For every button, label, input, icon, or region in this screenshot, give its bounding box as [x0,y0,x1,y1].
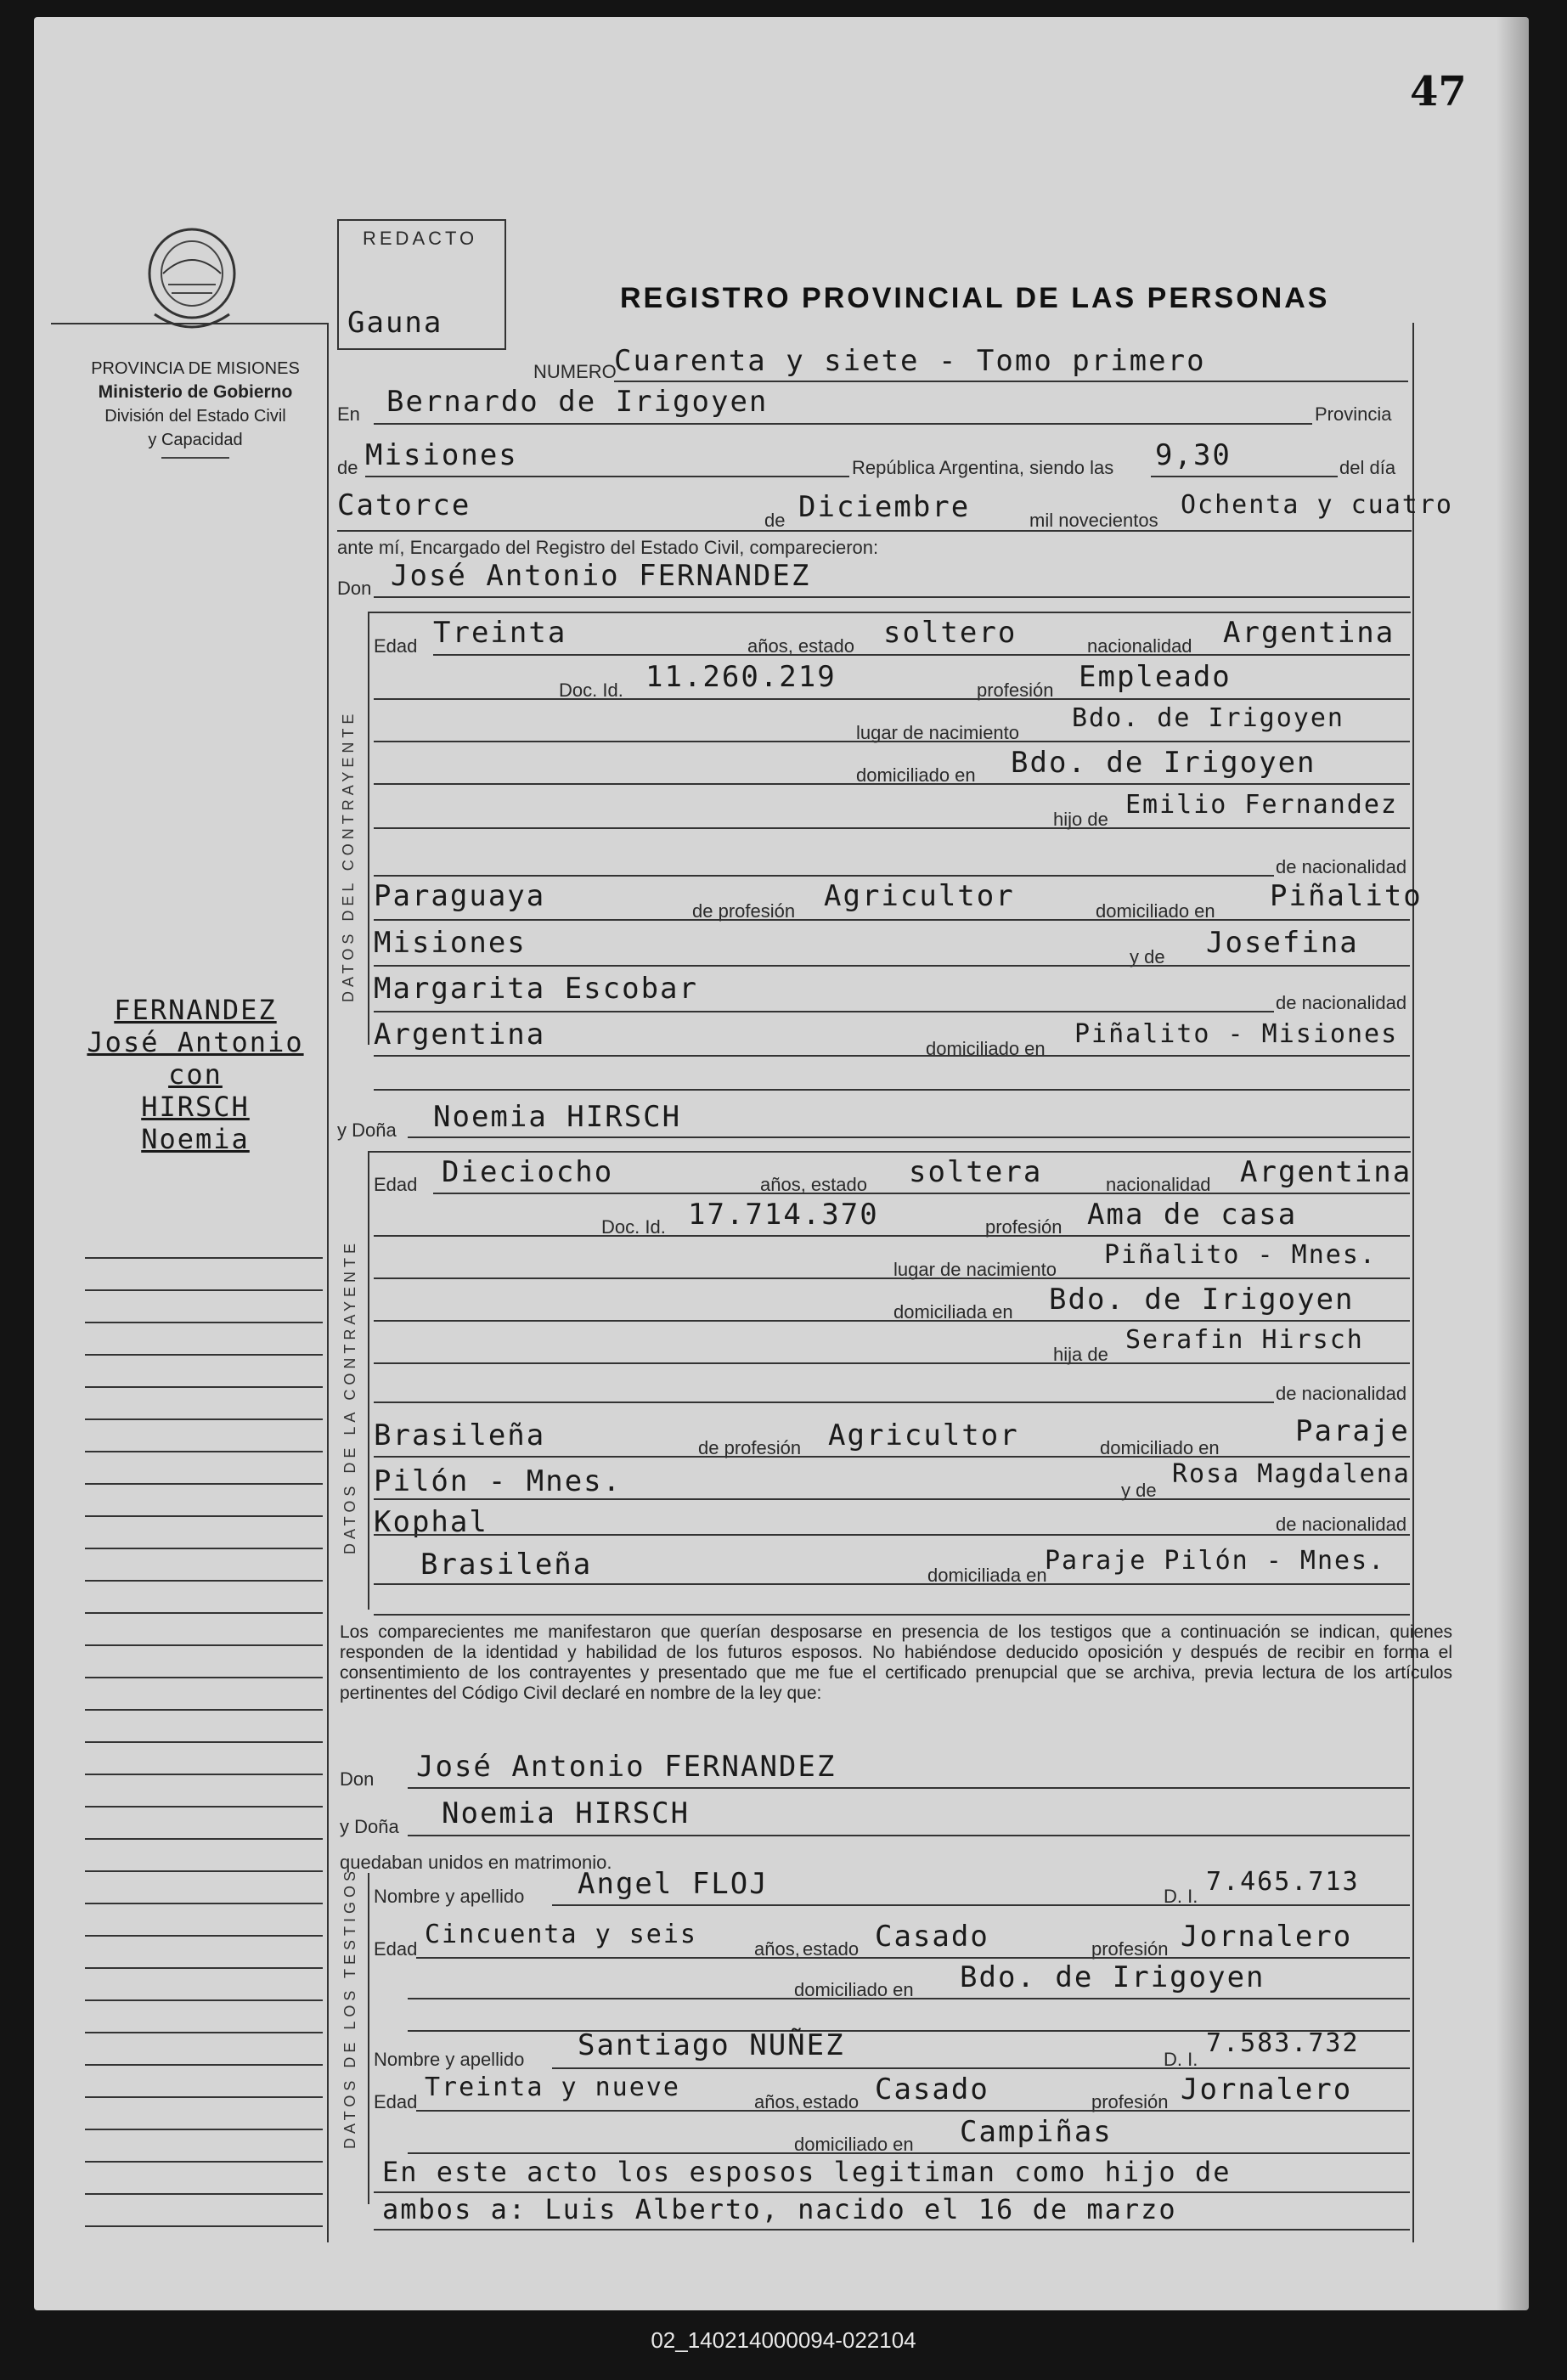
madre-f-value: Rosa Magdalena [1172,1459,1411,1489]
profesion-f-label: profesión [985,1216,1063,1238]
rule [374,1277,1410,1279]
margin-ruled-line [85,1451,323,1452]
numero-label: NUMERO [533,361,617,382]
mil-novecientos-label: mil novecientos [1029,510,1158,531]
domicilio-label: domiciliado en [856,764,976,786]
rule [374,875,1274,877]
y-dona-2-label: y Doña [340,1816,399,1837]
edad-label: Edad [374,635,418,657]
padre-f-dom2-value: Pilón - Mnes. [374,1464,623,1498]
box-rule [368,1873,369,2204]
margin-ruled-line [85,1999,323,2001]
margin-ruled-line [85,1741,323,1743]
rule [408,1835,1410,1836]
rule [374,1401,1274,1403]
margin-ruled-line [85,1935,323,1937]
anio-value: Ochenta y cuatro [1181,490,1453,520]
anios-t2-label: años, [754,2091,800,2112]
domiciliado-f-label: domiciliado en [1100,1437,1220,1458]
rule [374,596,1410,598]
mes-value: Diciembre [798,490,971,524]
divider [161,457,229,459]
lugar-nac-f-label: lugar de nacimiento [893,1259,1057,1280]
rule [374,1089,1410,1091]
doc-f-label: Doc. Id. [601,1216,666,1238]
rule [374,1456,1410,1458]
madre-dom-value: Piñalito - Misiones [1074,1019,1399,1049]
nacionalidad-f-value: Argentina [1240,1155,1412,1189]
testigo1-nombre: Angel FLOJ [578,1867,769,1901]
testigo1-profesion: Jornalero [1181,1920,1353,1954]
de-nacionalidad-f-label-2: de nacionalidad [1276,1514,1407,1535]
estado-f-value: soltera [909,1155,1043,1189]
datos-contrayente-label: DATOS DEL CONTRAYENTE [340,709,357,1002]
rule [374,741,1410,742]
provincia-value: Misiones [365,438,518,472]
contrayente-f-nombre: Noemia HIRSCH [433,1100,682,1134]
margin-line-2: José Antonio [87,1026,304,1058]
rule [1151,476,1338,477]
image-filename-caption: 02_140214000094-022104 [651,2327,916,2353]
margin-line-3: con [168,1058,223,1091]
de-nacionalidad-label: de nacionalidad [1276,856,1407,877]
margin-ruled-line [85,1677,323,1678]
rule [408,1787,1410,1789]
margin-line-1: FERNANDEZ [114,994,277,1026]
estado-value: soltero [883,616,1017,650]
contrayente-nombre: José Antonio FERNANDEZ [391,559,811,593]
rule [374,1614,1410,1616]
datos-contrayente-f-label: DATOS DE LA CONTRAYENTE [341,1238,358,1554]
padre-f-prof-value: Agricultor [828,1418,1019,1452]
hija-de-label: hija de [1053,1344,1108,1365]
rule [374,1055,1410,1057]
profesion-f-value: Ama de casa [1087,1198,1298,1232]
rule [433,654,1410,656]
rule [614,381,1408,382]
margin-rule [327,323,329,2242]
y-dona-label: y Doña [337,1120,397,1141]
profesion-value: Empleado [1079,660,1232,694]
padre-prof-value: Agricultor [824,879,1015,913]
padre-nac-value: Paraguaya [374,879,546,913]
di-t2-label: D. I. [1164,2049,1198,2070]
rule [374,423,1312,425]
testigo2-nombre: Santiago NUÑEZ [578,2028,845,2062]
margin-line-4: HIRSCH [141,1091,250,1123]
margin-ruled-line [85,1838,323,1840]
margin-ruled-line [85,1418,323,1420]
anios-estado-f-label: años, estado [760,1174,867,1195]
margin-line-5: Noemia [141,1123,250,1155]
estado-t1-label: estado [803,1938,860,1960]
madre-nac-value: Argentina [374,1018,546,1052]
padre-dom2-value: Misiones [374,926,527,960]
de-mes-label: de [764,510,786,531]
rule [374,827,1410,829]
provincial-seal-icon [138,221,246,340]
testigo2-edad: Treinta y nueve [425,2073,680,2102]
rule [374,1235,1410,1237]
margin-ruled-line [85,1580,323,1582]
nombre-t1-label: Nombre y apellido [374,1886,525,1907]
madre2-value: Margarita Escobar [374,972,698,1006]
margin-ruled-line [85,1548,323,1549]
republica-label: República Argentina, siendo las [852,457,1114,478]
rule [374,1534,1410,1536]
madre-f-dom-value: Paraje Pilón - Mnes. [1045,1546,1386,1576]
doc-f-value: 17.714.370 [688,1198,879,1232]
madre-f2-value: Kophal [374,1505,488,1539]
provincia-label: Provincia [1315,403,1392,425]
margin-ruled-line [85,1644,323,1646]
margin-ruled-line [85,1289,323,1291]
rule [408,1998,1410,1999]
margin-top-rule [51,323,327,324]
padre-f-value: Serafin Hirsch [1125,1325,1364,1355]
testigo2-domicilio: Campiñas [960,2115,1113,2149]
padre-dom-value: Piñalito [1270,879,1423,913]
margin-ruled-line [85,1322,323,1323]
hora-value: 9,30 [1155,438,1232,472]
doc-value: 11.260.219 [645,660,837,694]
madre-f-nac-value: Brasileña [420,1548,593,1582]
testigo2-profesion: Jornalero [1181,2073,1353,2106]
margin-ruled-line [85,1774,323,1775]
margin-note [51,994,340,1155]
lugar-nac-f-value: Piñalito - Mnes. [1104,1240,1377,1270]
anios-estado-label: años, estado [747,635,854,657]
page-edge-shadow [1497,17,1529,2310]
rule [374,919,1410,921]
edad-t2-label: Edad [374,2091,418,2112]
nacionalidad-f-label: nacionalidad [1106,1174,1211,1195]
don-2-label: Don [340,1768,375,1790]
nombre-t2-label: Nombre y apellido [374,2049,525,2070]
ministry-heading [68,357,323,459]
de-label: de [337,457,358,478]
rule [374,965,1410,967]
domicilio-f-label: domiciliada en [893,1301,1013,1323]
en-label: En [337,403,360,425]
rule [374,783,1410,785]
rule [374,1320,1410,1322]
testigo1-di: 7.465.713 [1206,1867,1360,1897]
document-page [34,17,1529,2310]
page-number: 47 [1410,68,1467,116]
testigo2-di: 7.583.732 [1206,2028,1360,2058]
rule [408,1136,1410,1138]
hijo-de-label: hijo de [1053,809,1108,830]
domicilio-value: Bdo. de Irigoyen [1011,746,1316,780]
testigo1-estado: Casado [875,1920,989,1954]
padre-f-nac-value: Brasileña [374,1418,546,1452]
anios-t1-label: años, [754,1938,800,1960]
division-label-2: y Capacidad [148,431,243,449]
dia-value: Catorce [337,488,471,522]
rule [374,698,1410,700]
rule [374,2229,1410,2231]
declaracion-don: José Antonio FERNANDEZ [416,1750,837,1784]
rule [337,530,1412,532]
edad-t1-label: Edad [374,1938,418,1960]
rule [374,1011,1274,1012]
rule [368,1151,1411,1153]
testigo1-domicilio: Bdo. de Irigoyen [960,1960,1265,1994]
padre-value: Emilio Fernandez [1125,790,1398,820]
margin-ruled-line [85,1386,323,1388]
redacto-name: Gauna [347,306,443,340]
box-rule [368,612,369,1045]
edad-f-label: Edad [374,1174,418,1195]
margin-ruled-line [85,1967,323,1969]
doc-label: Doc. Id. [559,680,623,701]
domiciliada-f-label: domiciliada en [927,1565,1047,1586]
domiciliado-label-2: domiciliado en [926,1038,1046,1059]
lugar-value: Bernardo de Irigoyen [386,385,769,419]
domicilio-t2-label: domiciliado en [794,2134,914,2155]
ante-mi-text: ante mí, Encargado del Registro del Estado Civil, comparecieron: [337,537,879,558]
margin-ruled-line [85,2193,323,2195]
de-profesion-label: de profesión [692,900,796,922]
numero-value: Cuarenta y siete - Tomo primero [614,344,1206,378]
testigo1-edad: Cincuenta y seis [425,1920,697,1949]
redacto-label: REDACTO [363,228,478,249]
margin-ruled-line [85,2096,323,2098]
box-rule [368,1151,369,1610]
margin-ruled-line [85,1806,323,1808]
rule [416,2110,1410,2112]
y-de-label: y de [1130,946,1165,967]
margin-ruled-line [85,2129,323,2130]
datos-testigos-label: DATOS DE LOS TESTIGOS [341,1866,358,2149]
redacto-box [337,219,506,350]
domicilio-t1-label: domiciliado en [794,1979,914,2000]
profesion-t1-label: profesión [1091,1938,1169,1960]
margin-ruled-line [85,1612,323,1614]
margin-ruled-line [85,2064,323,2066]
nacionalidad-value: Argentina [1223,616,1395,650]
padre-f-dom-value: Paraje [1295,1414,1410,1448]
nota-linea-2: ambos a: Luis Alberto, nacido el 16 de marzo [382,2193,1177,2225]
rule [552,1904,1410,1906]
rule [552,2067,1410,2069]
ministry-label: Ministerio de Gobierno [98,382,293,402]
rule [365,476,849,477]
quedaban-text: quedaban unidos en matrimonio. [340,1852,612,1873]
margin-ruled-line [85,1257,323,1259]
margin-ruled-line [85,1903,323,1904]
rule [408,2152,1410,2154]
margin-ruled-line [85,1870,323,1872]
de-profesion-f-label: de profesión [698,1437,802,1458]
de-nacionalidad-f-label: de nacionalidad [1276,1383,1407,1404]
right-rule [1412,323,1414,2242]
de-nacionalidad-label-2: de nacionalidad [1276,992,1407,1013]
di-t1-label: D. I. [1164,1886,1198,1907]
profesion-label: profesión [977,680,1054,701]
margin-ruled-line [85,2032,323,2033]
estado-t2-label: estado [803,2091,860,2112]
edad-value: Treinta [433,616,567,650]
lugar-nac-value: Bdo. de Irigoyen [1072,703,1344,733]
nacionalidad-label: nacionalidad [1087,635,1192,657]
rule [368,612,1411,613]
declaracion-dona: Noemia HIRSCH [442,1796,690,1830]
page-title: REGISTRO PROVINCIAL DE LAS PERSONAS [620,282,1330,314]
profesion-t2-label: profesión [1091,2091,1169,2112]
margin-ruled-line [85,1709,323,1711]
del-dia-label: del día [1339,457,1396,478]
rule [416,1957,1410,1959]
margin-ruled-line [85,2225,323,2227]
testigo2-estado: Casado [875,2073,989,2106]
declaration-paragraph: Los comparecientes me manifestaron que querían desposarse en presencia de los testigos que a continuación se indican, quienes responden de la identidad y habilidad de los futuros esposos. No habiéndose deducido oposición y después de recibir en forma el consentimiento de los contrayentes y presentado que me fue el certificado prenupcial que se archiva, previa lectura de los artículos pertinentes del Código Civil declaré en nombre de la ley que: [340,1622,1452,1703]
rule [374,1362,1410,1364]
margin-ruled-line [85,1515,323,1517]
rule [433,1193,1410,1194]
madre-value: Josefina [1206,926,1359,960]
margin-ruled-line [85,2161,323,2163]
division-label: División del Estado Civil [104,407,286,426]
lugar-nac-label: lugar de nacimiento [856,722,1020,743]
margin-ruled-line [85,1354,323,1356]
domicilio-f-value: Bdo. de Irigoyen [1049,1283,1355,1317]
edad-f-value: Dieciocho [442,1155,614,1189]
don-label: Don [337,578,372,599]
rule [374,1583,1410,1585]
domiciliado-label: domiciliado en [1096,900,1215,922]
margin-ruled-line [85,1483,323,1485]
rule [374,1498,1410,1500]
nota-linea-1: En este acto los esposos legitiman como hijo de [382,2156,1232,2188]
province-label: PROVINCIA DE MISIONES [91,359,300,378]
y-de-f-label: y de [1121,1480,1157,1501]
